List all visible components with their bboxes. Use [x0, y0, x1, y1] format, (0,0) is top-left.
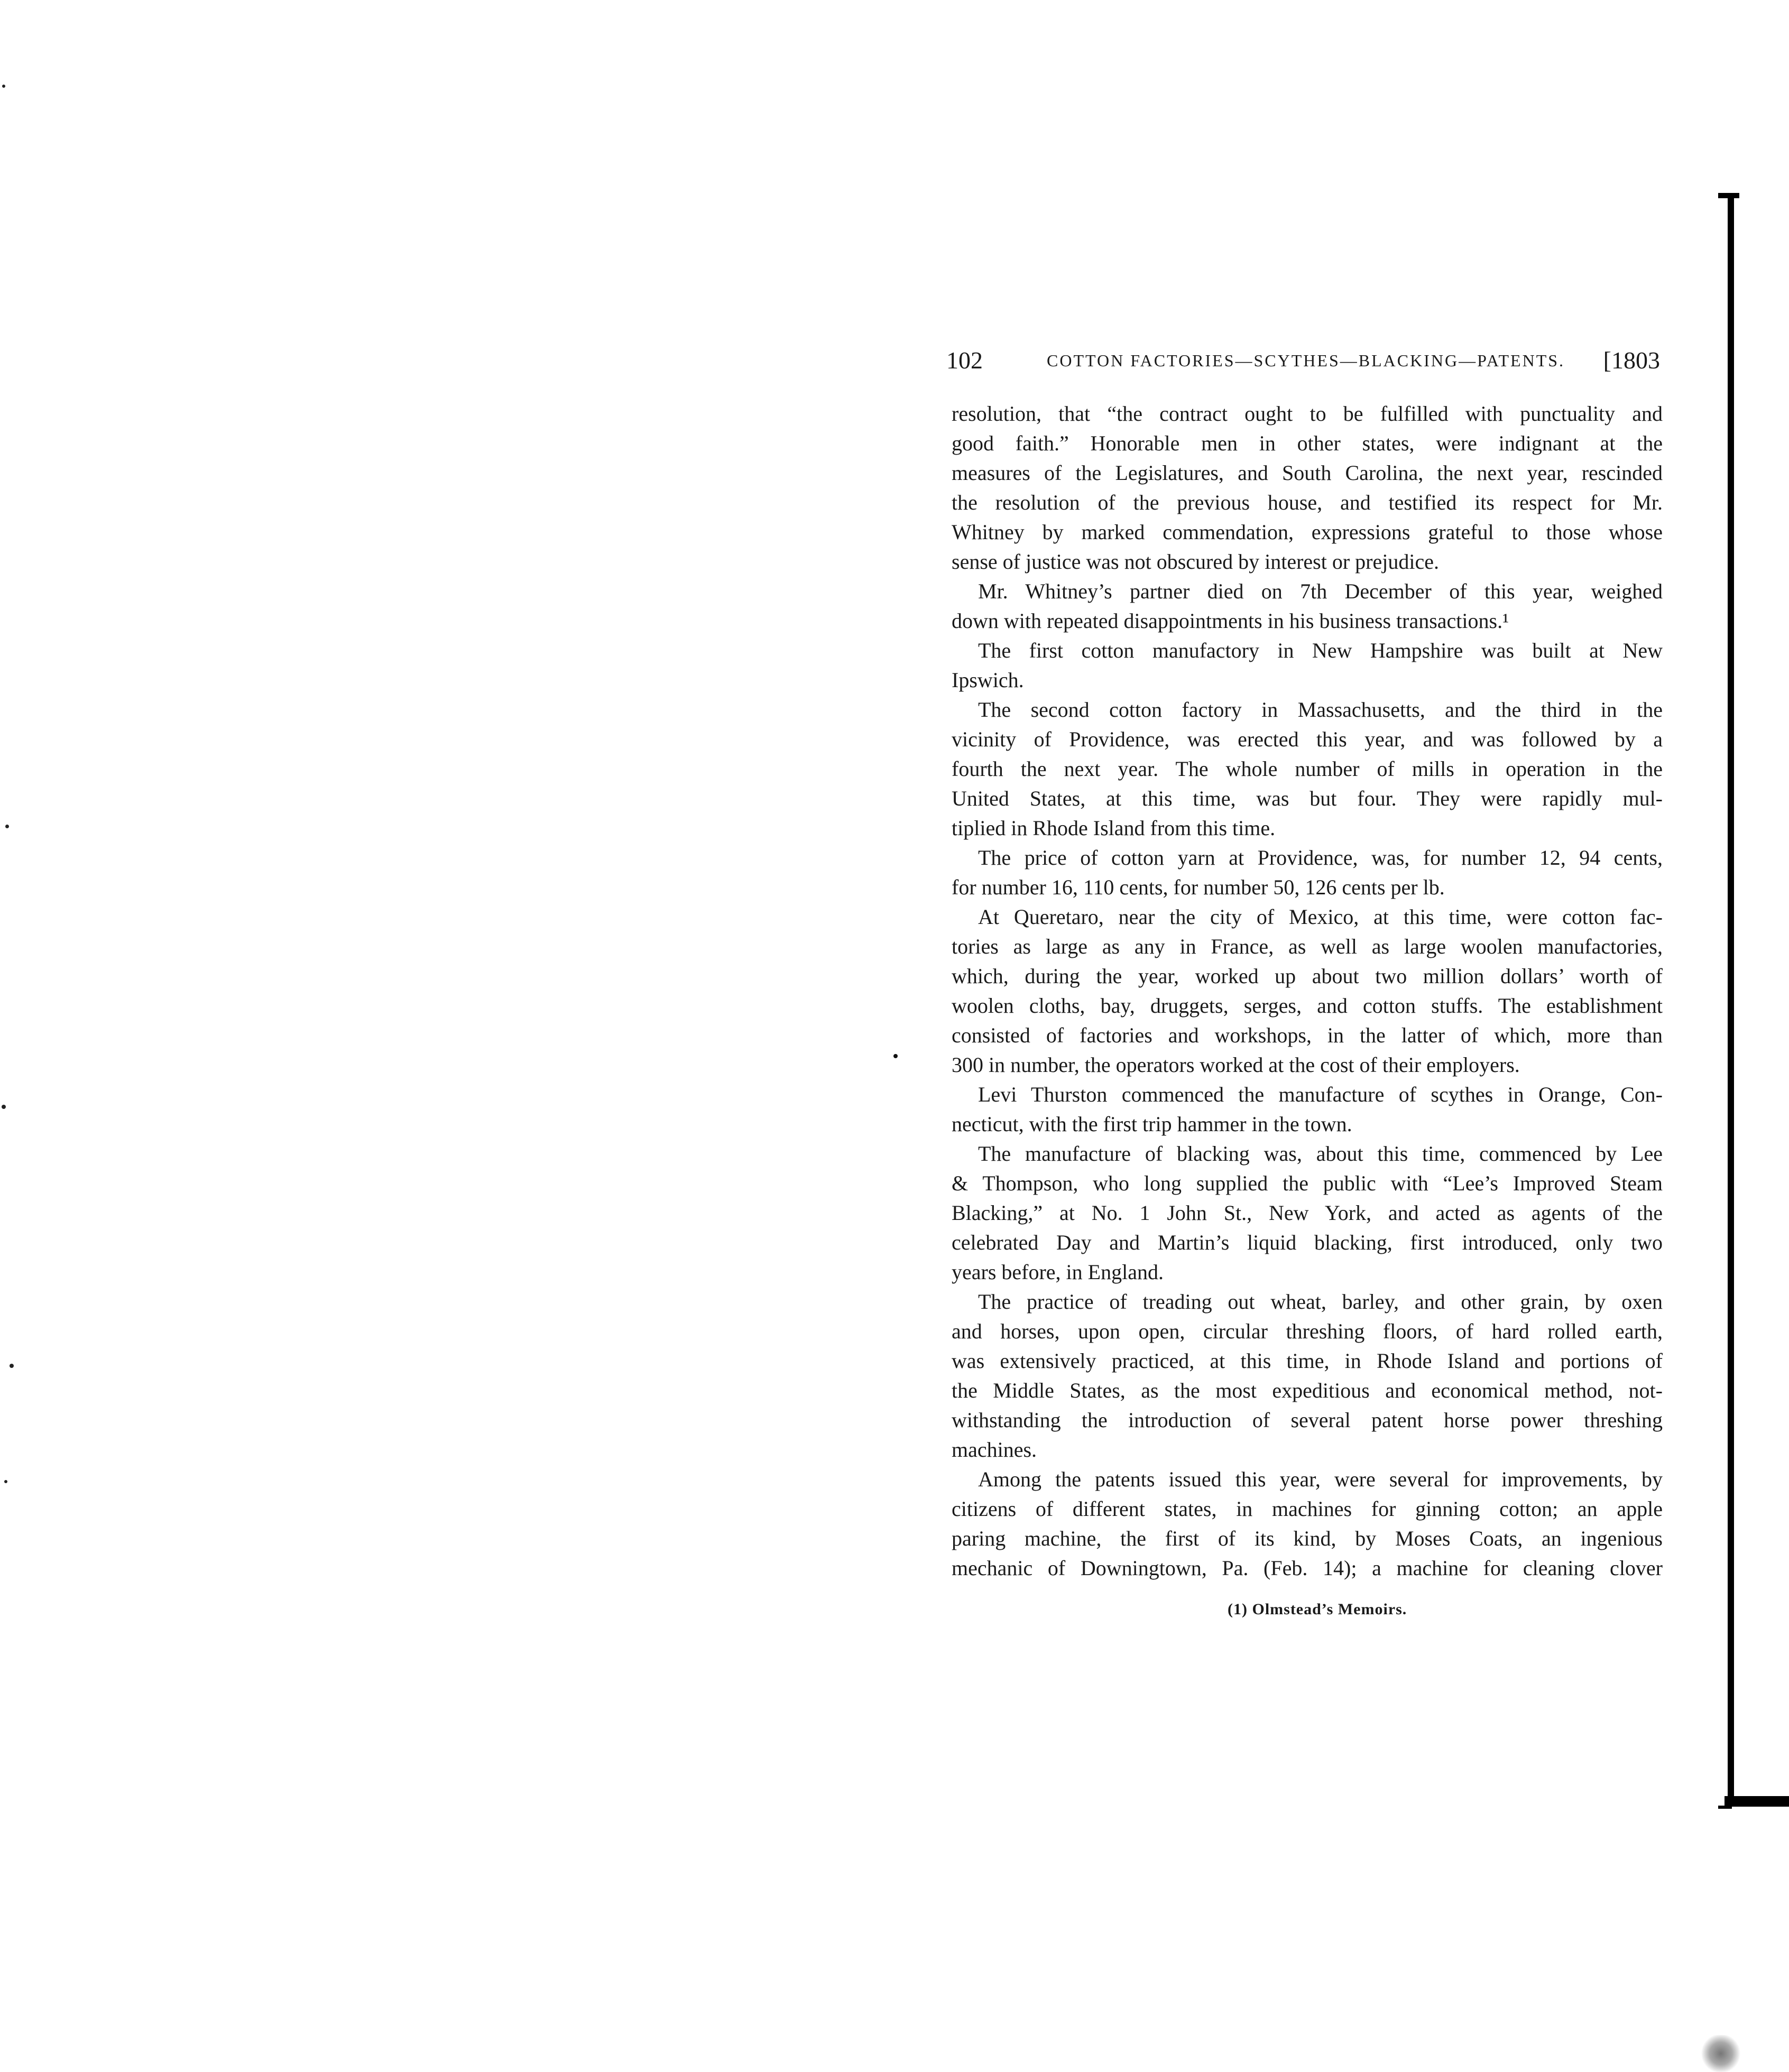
margin-rule-tick — [1718, 1806, 1732, 1809]
text-line: Among the patents issued this year, were several for improvements, by — [978, 1467, 1663, 1491]
margin-speck — [5, 825, 9, 828]
margin-speck — [2, 1105, 6, 1109]
margin-rule-bottom — [1725, 1796, 1789, 1807]
text-line: and horses, upon open, circular threshing floors, of hard rolled earth, — [952, 1319, 1663, 1343]
text-line: The manufacture of blacking was, about this time, commenced by Lee — [978, 1142, 1663, 1166]
text-line: fourth the next year. The whole number of mills in operation in the — [952, 757, 1663, 781]
text-line: Blacking,” at No. 1 John St., New York, and acted as agents of the — [952, 1201, 1663, 1225]
text-line: paring machine, the first of its kind, by Moses Coats, an ingenious — [952, 1527, 1663, 1550]
text-line: United States, at this time, was but four. They were rapidly mul- — [952, 787, 1663, 810]
margin-speck — [4, 1480, 7, 1483]
running-head — [946, 345, 1660, 376]
text-line: Whitney by marked commendation, expressions grateful to those whose — [952, 520, 1663, 544]
text-line: sense of justice was not obscured by interest or prejudice. — [952, 550, 1439, 574]
text-line: tories as large as any in France, as well as large woolen manufactories, — [952, 935, 1663, 958]
text-line: good faith.” Honorable men in other states, were indignant at the — [952, 431, 1663, 455]
text-line: mechanic of Downingtown, Pa. (Feb. 14); a machine for cleaning clover — [952, 1556, 1663, 1580]
text-line: citizens of different states, in machines for ginning cotton; an apple — [952, 1497, 1663, 1521]
text-line: withstanding the introduction of several patent horse power threshing — [952, 1408, 1663, 1432]
margin-speck — [2, 85, 5, 88]
footnote: (1) Olmstead’s Memoirs. — [1228, 1601, 1407, 1618]
text-line: Levi Thurston commenced the manufacture of scythes in Orange, Con- — [978, 1083, 1663, 1106]
text-line: down with repeated disappointments in his business transactions.¹ — [952, 609, 1509, 633]
text-line: The price of cotton yarn at Providence, was, for number 12, 94 cents, — [978, 846, 1663, 870]
text-line: celebrated Day and Martin’s liquid blacking, first introduced, only two — [952, 1231, 1663, 1254]
margin-speck — [10, 1364, 14, 1368]
text-line: years before, in England. — [952, 1260, 1164, 1284]
text-line: machines. — [952, 1438, 1037, 1462]
text-line: vicinity of Providence, was erected this year, and was followed by a — [952, 727, 1663, 751]
text-line: The practice of treading out wheat, barley, and other grain, by oxen — [978, 1290, 1663, 1314]
text-line: resolution, that “the contract ought to be fulfilled with punctuality and — [952, 402, 1663, 426]
page-number: 102 — [946, 347, 983, 374]
text-line: tiplied in Rhode Island from this time. — [952, 816, 1276, 840]
text-line: the Middle States, as the most expeditious and economical method, not- — [952, 1379, 1663, 1402]
text-line: Mr. Whitney’s partner died on 7th December of this year, weighed — [978, 579, 1663, 603]
text-line: consisted of factories and workshops, in the latter of which, more than — [952, 1023, 1663, 1047]
text-line: the resolution of the previous house, and testified its respect for Mr. — [952, 491, 1663, 514]
text-line: The first cotton manufactory in New Hampshire was built at New — [978, 639, 1663, 662]
text-line: & Thompson, who long supplied the public with “Lee’s Improved Steam — [952, 1171, 1663, 1195]
text-line: The second cotton factory in Massachusetts, and the third in the — [978, 698, 1663, 722]
text-line: Ipswich. — [952, 668, 1024, 692]
running-year: [1803 — [1603, 347, 1660, 374]
corner-blot — [1700, 2035, 1742, 2072]
margin-dot — [893, 1054, 898, 1058]
margin-rule — [1728, 193, 1734, 1800]
text-line: 300 in number, the operators worked at the cost of their employers. — [952, 1053, 1520, 1077]
running-title: COTTON FACTORIES—SCYTHES—BLACKING—PATENTS. — [1047, 351, 1565, 370]
text-line: woolen cloths, bay, druggets, serges, and cotton stuffs. The establishment — [952, 994, 1663, 1018]
text-line: necticut, with the first trip hammer in the town. — [952, 1112, 1352, 1136]
text-line: was extensively practiced, at this time, in Rhode Island and portions of — [952, 1349, 1663, 1373]
text-line: measures of the Legislatures, and South Carolina, the next year, rescinded — [952, 461, 1663, 485]
text-line: for number 16, 110 cents, for number 50, 126 cents per lb. — [952, 875, 1445, 899]
body-text — [952, 399, 1663, 1583]
text-line: At Queretaro, near the city of Mexico, at this time, were cotton fac- — [978, 905, 1663, 929]
text-line: which, during the year, worked up about two million dollars’ worth of — [952, 964, 1663, 988]
